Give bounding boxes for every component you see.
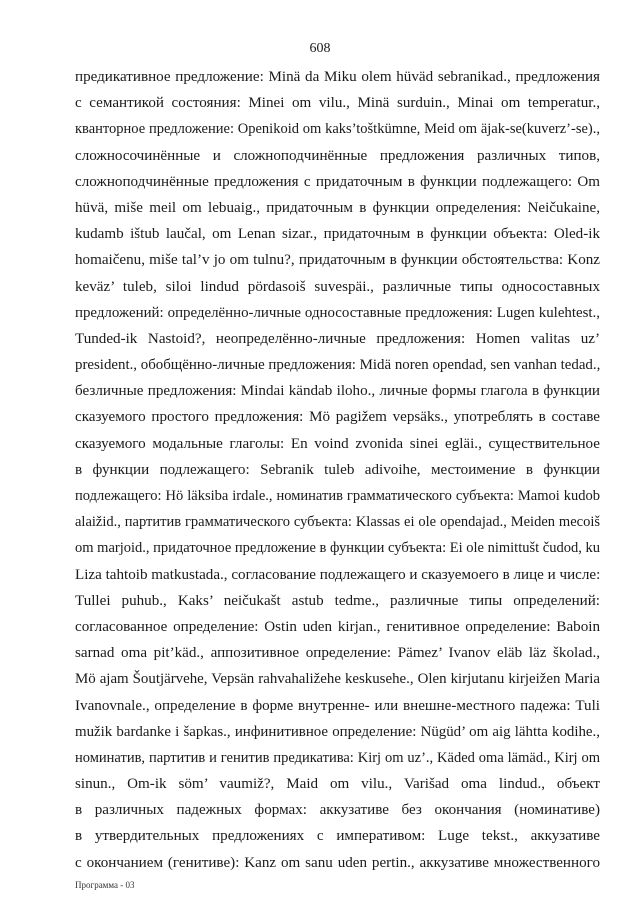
text-line: сказуемого модальные глаголы: En voind zvonida sinei egläi., существительное (75, 435, 600, 452)
text-line: kudamb ištub laučal, om Lenan sizar., придаточным в функции объекта: Oled-ik (75, 226, 600, 243)
text-line: sinun., Om-ik söm’ vaumiž?, Maid om vilu., Varišad oma lindud., объект (75, 776, 600, 793)
text-line: keväz’ tuleb, siloi lindud pördasoiš suvespäi., различные типы односоставных (75, 278, 600, 295)
text-line: с окончанием (генитиве): Kanz om sanu uden pertin., аккузативе множественного (75, 854, 600, 871)
body-text (75, 64, 600, 876)
text-line: sarnad oma pit’käd., аппозитивное определение: Pämez’ Ivanov eläb läz školad., (75, 645, 600, 662)
text-line: сложносочинённые и сложноподчинённые предложения различных типов, (75, 147, 600, 164)
text-line: номинатив, партитив и генитив предикатива: Kirj om uz’., Käded oma lämäd., Kirj om (75, 749, 600, 766)
text-line: Tunded-ik Nastoid?, неопределённо-личные предложения: Homen valitas uz’ (75, 330, 600, 347)
text-line: согласованное определение: Ostin uden kirjan., генитивное определение: Baboin (75, 618, 600, 635)
text-line: в утвердительных предложениях с императивом: Luge tekst., аккузативе (75, 828, 600, 845)
text-line: om marjoid., придаточное предложение в функции субъекта: Ei ole nimittušt čudod, ku (75, 540, 600, 557)
text-line: кванторное предложение: Openikoid om kaks’toštkümne, Meid om äjak-se(kuverz’-se)., (75, 121, 600, 138)
text-line: president., обобщённо-личные предложения: Midä noren opendad, sen vanhan tedad., (75, 357, 600, 374)
text-line: homaičenu, miše tal’v jo om tulnu?, придаточным в функции обстоятельства: Konz (75, 252, 600, 269)
text-line: предикативное предложение: Minä da Miku olem hüväd sebranikad., предложения (75, 69, 600, 85)
text-line: предложений: определённо-личные односоставные предложения: Lugen kulehtest., (75, 304, 600, 321)
footer-note: Программа - 03 (75, 880, 135, 890)
text-line: mužik bardanke i šapkas., инфинитивное определение: Nügüd’ om aig lähtta kodihe., (75, 723, 600, 740)
text-line: сказуемого простого предложения: Mö pagižem vepsäks., употреблять в составе (75, 409, 600, 426)
text-line: alaižid., партитив грамматического субъекта: Klassas ei ole opendajad., Meiden mecoiš (75, 514, 600, 531)
text-line: Mö ajam Šoutjärvehe, Vepsän rahvahaližehe keskusehe., Olen kirjutanu kirjeižen Maria (75, 671, 600, 688)
text-line: Tullei puhub., Kaks’ neičukašt astub tedme., различные типы определений: (75, 592, 600, 609)
text-line: hüvä, miše meil om lebuaig., придаточным в функции определения: Neičukaine, (75, 199, 600, 216)
text-line: в функции подлежащего: Sebranik tuleb adivoihe, местоимение в функции (75, 461, 600, 478)
text-line: в различных падежных формах: аккузативе без окончания (номинативе) (75, 802, 600, 819)
text-line: сложноподчинённые предложения с придаточным в функции подлежащего: Om (75, 173, 600, 190)
text-line: безличные предложения: Mindai kändab iloho., личные формы глагола в функции (75, 383, 600, 400)
text-line: Liza tahtoib matkustada., согласование подлежащего и сказуемоего в лице и числе: (75, 566, 600, 583)
text-line: Ivanovnale., определение в форме внутренне- или внешне-местного падежа: Tuli (75, 697, 600, 714)
page-number: 608 (309, 41, 331, 56)
text-line: подлежащего: Hö läksiba irdale., номинатив грамматического субъекта: Mamoi kudob (75, 488, 600, 504)
text-line: с семантикой состояния: Minei om vilu., Minä surduin., Minai om temperatur., (75, 95, 600, 112)
